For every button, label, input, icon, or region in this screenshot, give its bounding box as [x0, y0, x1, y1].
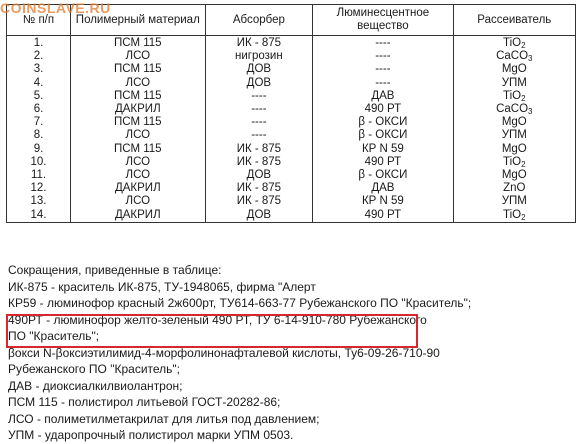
- cell-num: 11.: [7, 169, 71, 182]
- dispersant-formula: ZnO: [503, 182, 526, 195]
- cell-polymer: ДАКРИЛ: [71, 208, 206, 222]
- dispersant-formula: CaCO: [496, 50, 529, 63]
- cell-dispersant: [453, 169, 575, 182]
- cell-luminescent: 490 РТ: [313, 156, 453, 169]
- cell-dispersant: [453, 156, 575, 169]
- cell-polymer: ПСМ 115: [71, 63, 206, 76]
- cell-luminescent: ДАВ: [313, 182, 453, 195]
- cell-luminescent: ----: [313, 63, 453, 76]
- header-dispersant: Рассеиватель: [453, 5, 575, 36]
- cell-luminescent: 490 РТ: [313, 103, 453, 116]
- cell-absorber: нигрозин: [205, 50, 313, 63]
- cell-absorber: ДОВ: [205, 169, 313, 182]
- cell-dispersant: [453, 182, 575, 195]
- watermark: COINSLAVE.RU: [0, 0, 111, 16]
- cell-polymer: ЛСО: [71, 77, 206, 90]
- cell-polymer: ЛСО: [71, 50, 206, 63]
- note-line: ДАВ - диоксиалкилвиолантрон;: [8, 378, 183, 393]
- dispersant-subscript: 2: [521, 212, 526, 222]
- cell-absorber: ----: [205, 116, 313, 129]
- cell-dispersant: [453, 143, 575, 156]
- table-row: [7, 182, 576, 195]
- note-line: βокси N-βоксиэтилимид-4-морфолинонафталевой кислоты, Ту6-09-26-710-90: [8, 345, 440, 360]
- cell-polymer: ПСМ 115: [71, 116, 206, 129]
- cell-luminescent: ДАВ: [313, 90, 453, 103]
- cell-dispersant: [453, 77, 575, 90]
- cell-num: 12.: [7, 182, 71, 195]
- cell-absorber: ИК - 875: [205, 36, 313, 51]
- cell-luminescent: КР N 59: [313, 195, 453, 208]
- table-row: [7, 143, 576, 156]
- cell-num: 1.: [7, 36, 71, 51]
- note-line: ЛСО - полиметилметакрилат для литья под давлением;: [8, 411, 320, 426]
- dispersant-subscript: 2: [521, 159, 526, 169]
- cell-num: 6.: [7, 103, 71, 116]
- dispersant-formula: TiO: [503, 89, 522, 102]
- dispersant-formula: УПМ: [501, 76, 527, 89]
- cell-absorber: ИК - 875: [205, 143, 313, 156]
- cell-dispersant: [453, 36, 575, 51]
- cell-dispersant: [453, 50, 575, 63]
- note-line: Рубежанского ПО "Краситель";: [8, 362, 181, 376]
- notes-heading: Сокращения, приведенные в таблице:: [8, 263, 222, 277]
- cell-polymer: ЛСО: [71, 156, 206, 169]
- cell-dispersant: [453, 63, 575, 76]
- cell-polymer: ПСМ 115: [71, 143, 206, 156]
- header-luminescent-line2: вещество: [357, 20, 409, 32]
- cell-dispersant: [453, 208, 575, 222]
- cell-num: 13.: [7, 195, 71, 208]
- dispersant-subscript: 3: [528, 54, 533, 64]
- note-line: ПСМ 115 - полистирол литьевой ГОСТ-20282-86;: [8, 395, 281, 409]
- dispersant-formula: MgO: [501, 63, 527, 76]
- dispersant-formula: TiO: [503, 155, 522, 168]
- table-row: [7, 195, 576, 208]
- cell-absorber: ----: [205, 103, 313, 116]
- table-row: [7, 50, 576, 63]
- note-line: ПО "Краситель";: [8, 329, 100, 343]
- cell-num: 2.: [7, 50, 71, 63]
- table-row: [7, 156, 576, 169]
- cell-num: 10.: [7, 156, 71, 169]
- table-row: [7, 36, 576, 51]
- table-row: [7, 169, 576, 182]
- dispersant-formula: TiO: [503, 37, 522, 50]
- dispersant-subscript: 2: [521, 41, 526, 51]
- header-absorber: Абсорбер: [205, 5, 313, 36]
- cell-luminescent: β - ОКСИ: [313, 116, 453, 129]
- cell-dispersant: [453, 116, 575, 129]
- table-row: [7, 63, 576, 76]
- cell-num: 9.: [7, 143, 71, 156]
- note-line: 490РТ - люминофор желто-зеленый 490 РТ, ТУ 6-14-910-780 Рубежанского: [8, 312, 427, 327]
- cell-polymer: ПСМ 115: [71, 90, 206, 103]
- dispersant-formula: УПМ: [501, 129, 527, 142]
- note-line: ИК-875 - краситель ИК-875, ТУ-1948065, фирма "Алерт: [8, 279, 316, 294]
- cell-absorber: ИК - 875: [205, 156, 313, 169]
- header-luminescent: [313, 5, 453, 36]
- cell-num: 8.: [7, 129, 71, 142]
- cell-luminescent: КР N 59: [313, 143, 453, 156]
- cell-luminescent: ----: [313, 50, 453, 63]
- header-polymer: Полимерный материал: [71, 5, 206, 36]
- dispersant-formula: MgO: [501, 168, 527, 181]
- table-row: [7, 116, 576, 129]
- cell-absorber: ИК - 875: [205, 195, 313, 208]
- cell-absorber: ДОВ: [205, 77, 313, 90]
- cell-polymer: ЛСО: [71, 129, 206, 142]
- table-row: [7, 103, 576, 116]
- cell-polymer: ДАКРИЛ: [71, 103, 206, 116]
- dispersant-formula: TiO: [503, 208, 522, 221]
- header-num: № п/п: [7, 5, 71, 36]
- note-line: УПМ - ударопрочный полистирол марки УПМ 0503.: [8, 428, 294, 442]
- cell-absorber: ДОВ: [205, 208, 313, 222]
- cell-num: 3.: [7, 63, 71, 76]
- abbreviations-notes: [8, 262, 580, 444]
- dispersant-formula: УПМ: [501, 195, 527, 208]
- cell-absorber: ИК - 875: [205, 182, 313, 195]
- cell-luminescent: 490 РТ: [313, 208, 453, 222]
- table-body: [7, 36, 576, 223]
- table-row: [7, 208, 576, 222]
- cell-num: 14.: [7, 208, 71, 222]
- cell-dispersant: [453, 129, 575, 142]
- cell-num: 4.: [7, 77, 71, 90]
- cell-polymer: ЛСО: [71, 195, 206, 208]
- cell-polymer: ЛСО: [71, 169, 206, 182]
- cell-luminescent: β - ОКСИ: [313, 169, 453, 182]
- dispersant-formula: CaCO: [496, 103, 529, 116]
- cell-luminescent: ----: [313, 77, 453, 90]
- table-row: [7, 90, 576, 103]
- cell-absorber: ----: [205, 129, 313, 142]
- cell-absorber: ----: [205, 90, 313, 103]
- cell-luminescent: β - ОКСИ: [313, 129, 453, 142]
- note-line: КР59 - люминофор красный 2ж600рт, ТУ614-663-77 Рубежанского ПО "Краситель";: [8, 296, 472, 310]
- cell-num: 7.: [7, 116, 71, 129]
- cell-absorber: ДОВ: [205, 63, 313, 76]
- cell-polymer: ПСМ 115: [71, 36, 206, 51]
- dispersant-formula: MgO: [501, 142, 527, 155]
- dispersant-formula: MgO: [501, 116, 527, 129]
- cell-num: 5.: [7, 90, 71, 103]
- cell-luminescent: ----: [313, 36, 453, 51]
- cell-dispersant: [453, 90, 575, 103]
- dispersant-subscript: 2: [521, 93, 526, 103]
- table-row: [7, 77, 576, 90]
- header-luminescent-line1: Люминесцентное: [336, 7, 430, 19]
- cell-dispersant: [453, 195, 575, 208]
- table-row: [7, 129, 576, 142]
- dispersant-subscript: 3: [528, 107, 533, 117]
- cell-dispersant: [453, 103, 575, 116]
- cell-polymer: ДАКРИЛ: [71, 182, 206, 195]
- materials-table: [6, 4, 576, 223]
